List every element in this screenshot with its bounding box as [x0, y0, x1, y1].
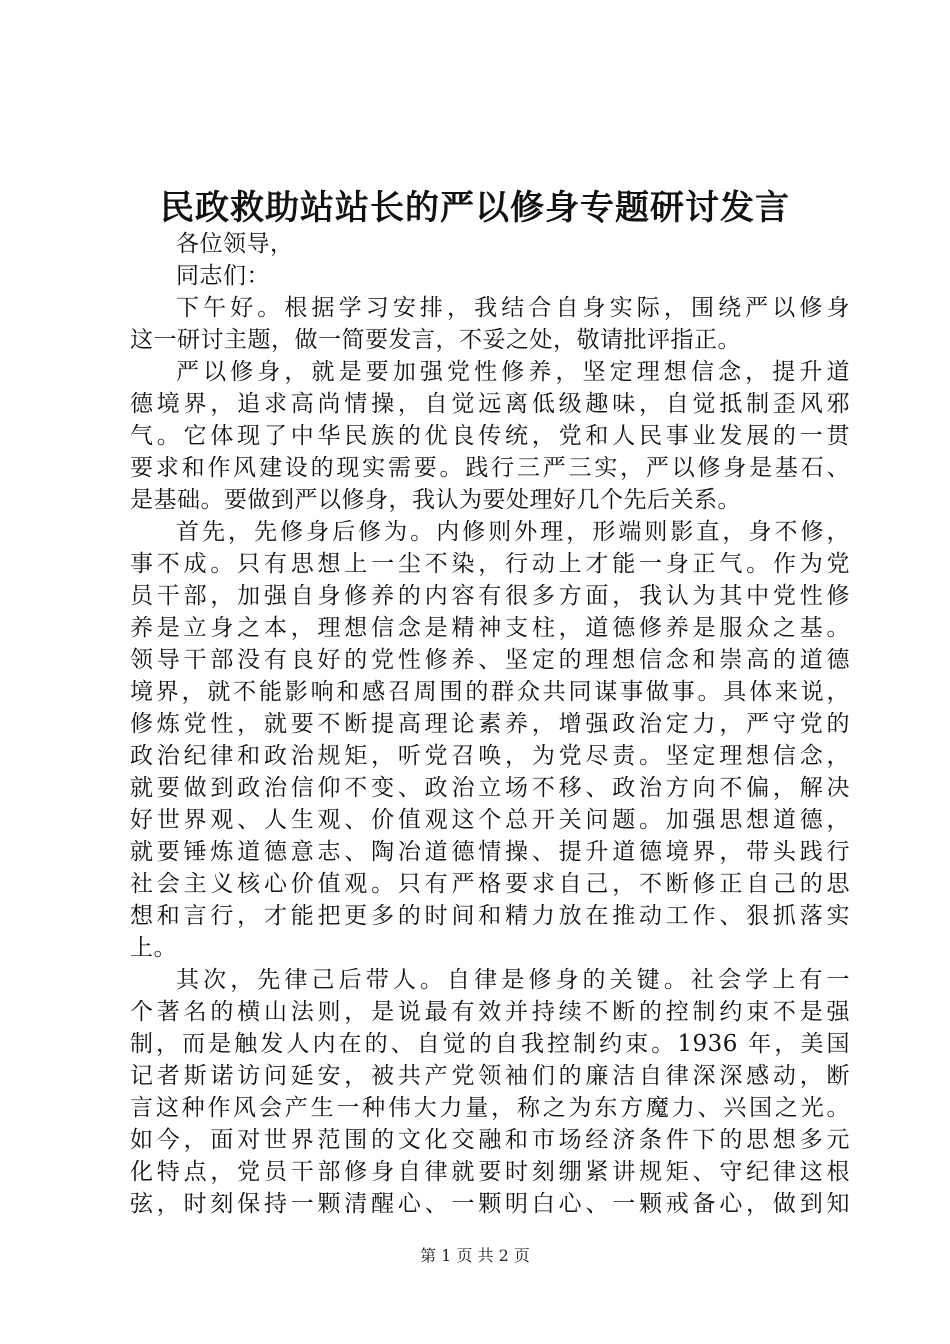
text-line: 政治纪律和政治规矩，听党召唤，为党尽责。坚定理想信念，: [130, 743, 850, 769]
text-line: 是基础。要做到严以修身，我认为要处理好几个先后关系。: [130, 487, 741, 513]
page-footer: 第 1 页 共 2 页: [420, 1246, 530, 1265]
text-line: 就要做到政治信仰不变、政治立场不移、政治方向不偏，解决: [130, 775, 850, 801]
text-line: 事不成。只有思想上一尘不染，行动上才能一身正气。作为党: [130, 551, 850, 577]
text-line: 各位领导，: [176, 231, 294, 257]
text-line: 想和言行，才能把更多的时间和精力放在推动工作、狠抓落实: [130, 903, 850, 929]
document-title: 民政救助站站长的严以修身专题研讨发言: [160, 188, 790, 228]
text-line: 德境界，追求高尚情操，自觉远离低级趣味，自觉抵制歪风邪: [130, 391, 850, 417]
text-line: 弦，时刻保持一颗清醒心、一颗明白心、一颗戒备心，做到知: [130, 1191, 850, 1217]
text-line: 化特点，党员干部修身自律就要时刻绷紧讲规矩、守纪律这根: [130, 1159, 850, 1185]
text-line: 如今，面对世界范围的文化交融和市场经济条件下的思想多元: [130, 1127, 850, 1153]
text-line: 制，而是触发人内在的、自觉的自我控制约束。1936 年，美国: [130, 1031, 850, 1057]
text-line: 上。: [130, 935, 177, 961]
text-line: 这一研讨主题，做一简要发言，不妥之处，敬请批评指正。: [130, 327, 741, 353]
text-line: 领导干部没有良好的党性修养、坚定的理想信念和崇高的道德: [130, 647, 850, 673]
text-line: 记者斯诺访问延安，被共产党领袖们的廉洁自律深深感动，断: [130, 1063, 850, 1089]
text-line: 个著名的横山法则，是说最有效并持续不断的控制约束不是强: [130, 999, 850, 1025]
text-line: 其次，先律己后带人。自律是修身的关键。社会学上有一: [176, 967, 850, 993]
text-line: 气。它体现了中华民族的优良传统，党和人民事业发展的一贯: [130, 423, 850, 449]
text-line: 言这种作风会产生一种伟大力量，称之为东方魔力、兴国之光。: [130, 1095, 850, 1121]
text-line: 同志们：: [176, 263, 270, 289]
text-line: 修炼党性，就要不断提高理论素养，增强政治定力，严守党的: [130, 711, 850, 737]
text-line: 好世界观、人生观、价值观这个总开关问题。加强思想道德，: [130, 807, 850, 833]
document-body: [130, 228, 850, 1220]
text-line: 养是立身之本，理想信念是精神支柱，道德修养是服众之基。: [130, 615, 850, 641]
text-line: 首先，先修身后修为。内修则外理，形端则影直，身不修，: [176, 519, 850, 545]
text-line: 就要锤炼道德意志、陶冶道德情操、提升道德境界，带头践行: [130, 839, 850, 865]
text-line: 下午好。根据学习安排，我结合自身实际，围绕严以修身: [176, 295, 850, 321]
text-line: 员干部，加强自身修养的内容有很多方面，我认为其中党性修: [130, 583, 850, 609]
text-line: 境界，就不能影响和感召周围的群众共同谋事做事。具体来说，: [130, 679, 850, 705]
text-line: 严以修身，就是要加强党性修养，坚定理想信念，提升道: [176, 359, 850, 385]
text-line: 社会主义核心价值观。只有严格要求自己，不断修正自己的思: [130, 871, 850, 897]
text-line: 要求和作风建设的现实需要。践行三严三实，严以修身是基石、: [130, 455, 850, 481]
